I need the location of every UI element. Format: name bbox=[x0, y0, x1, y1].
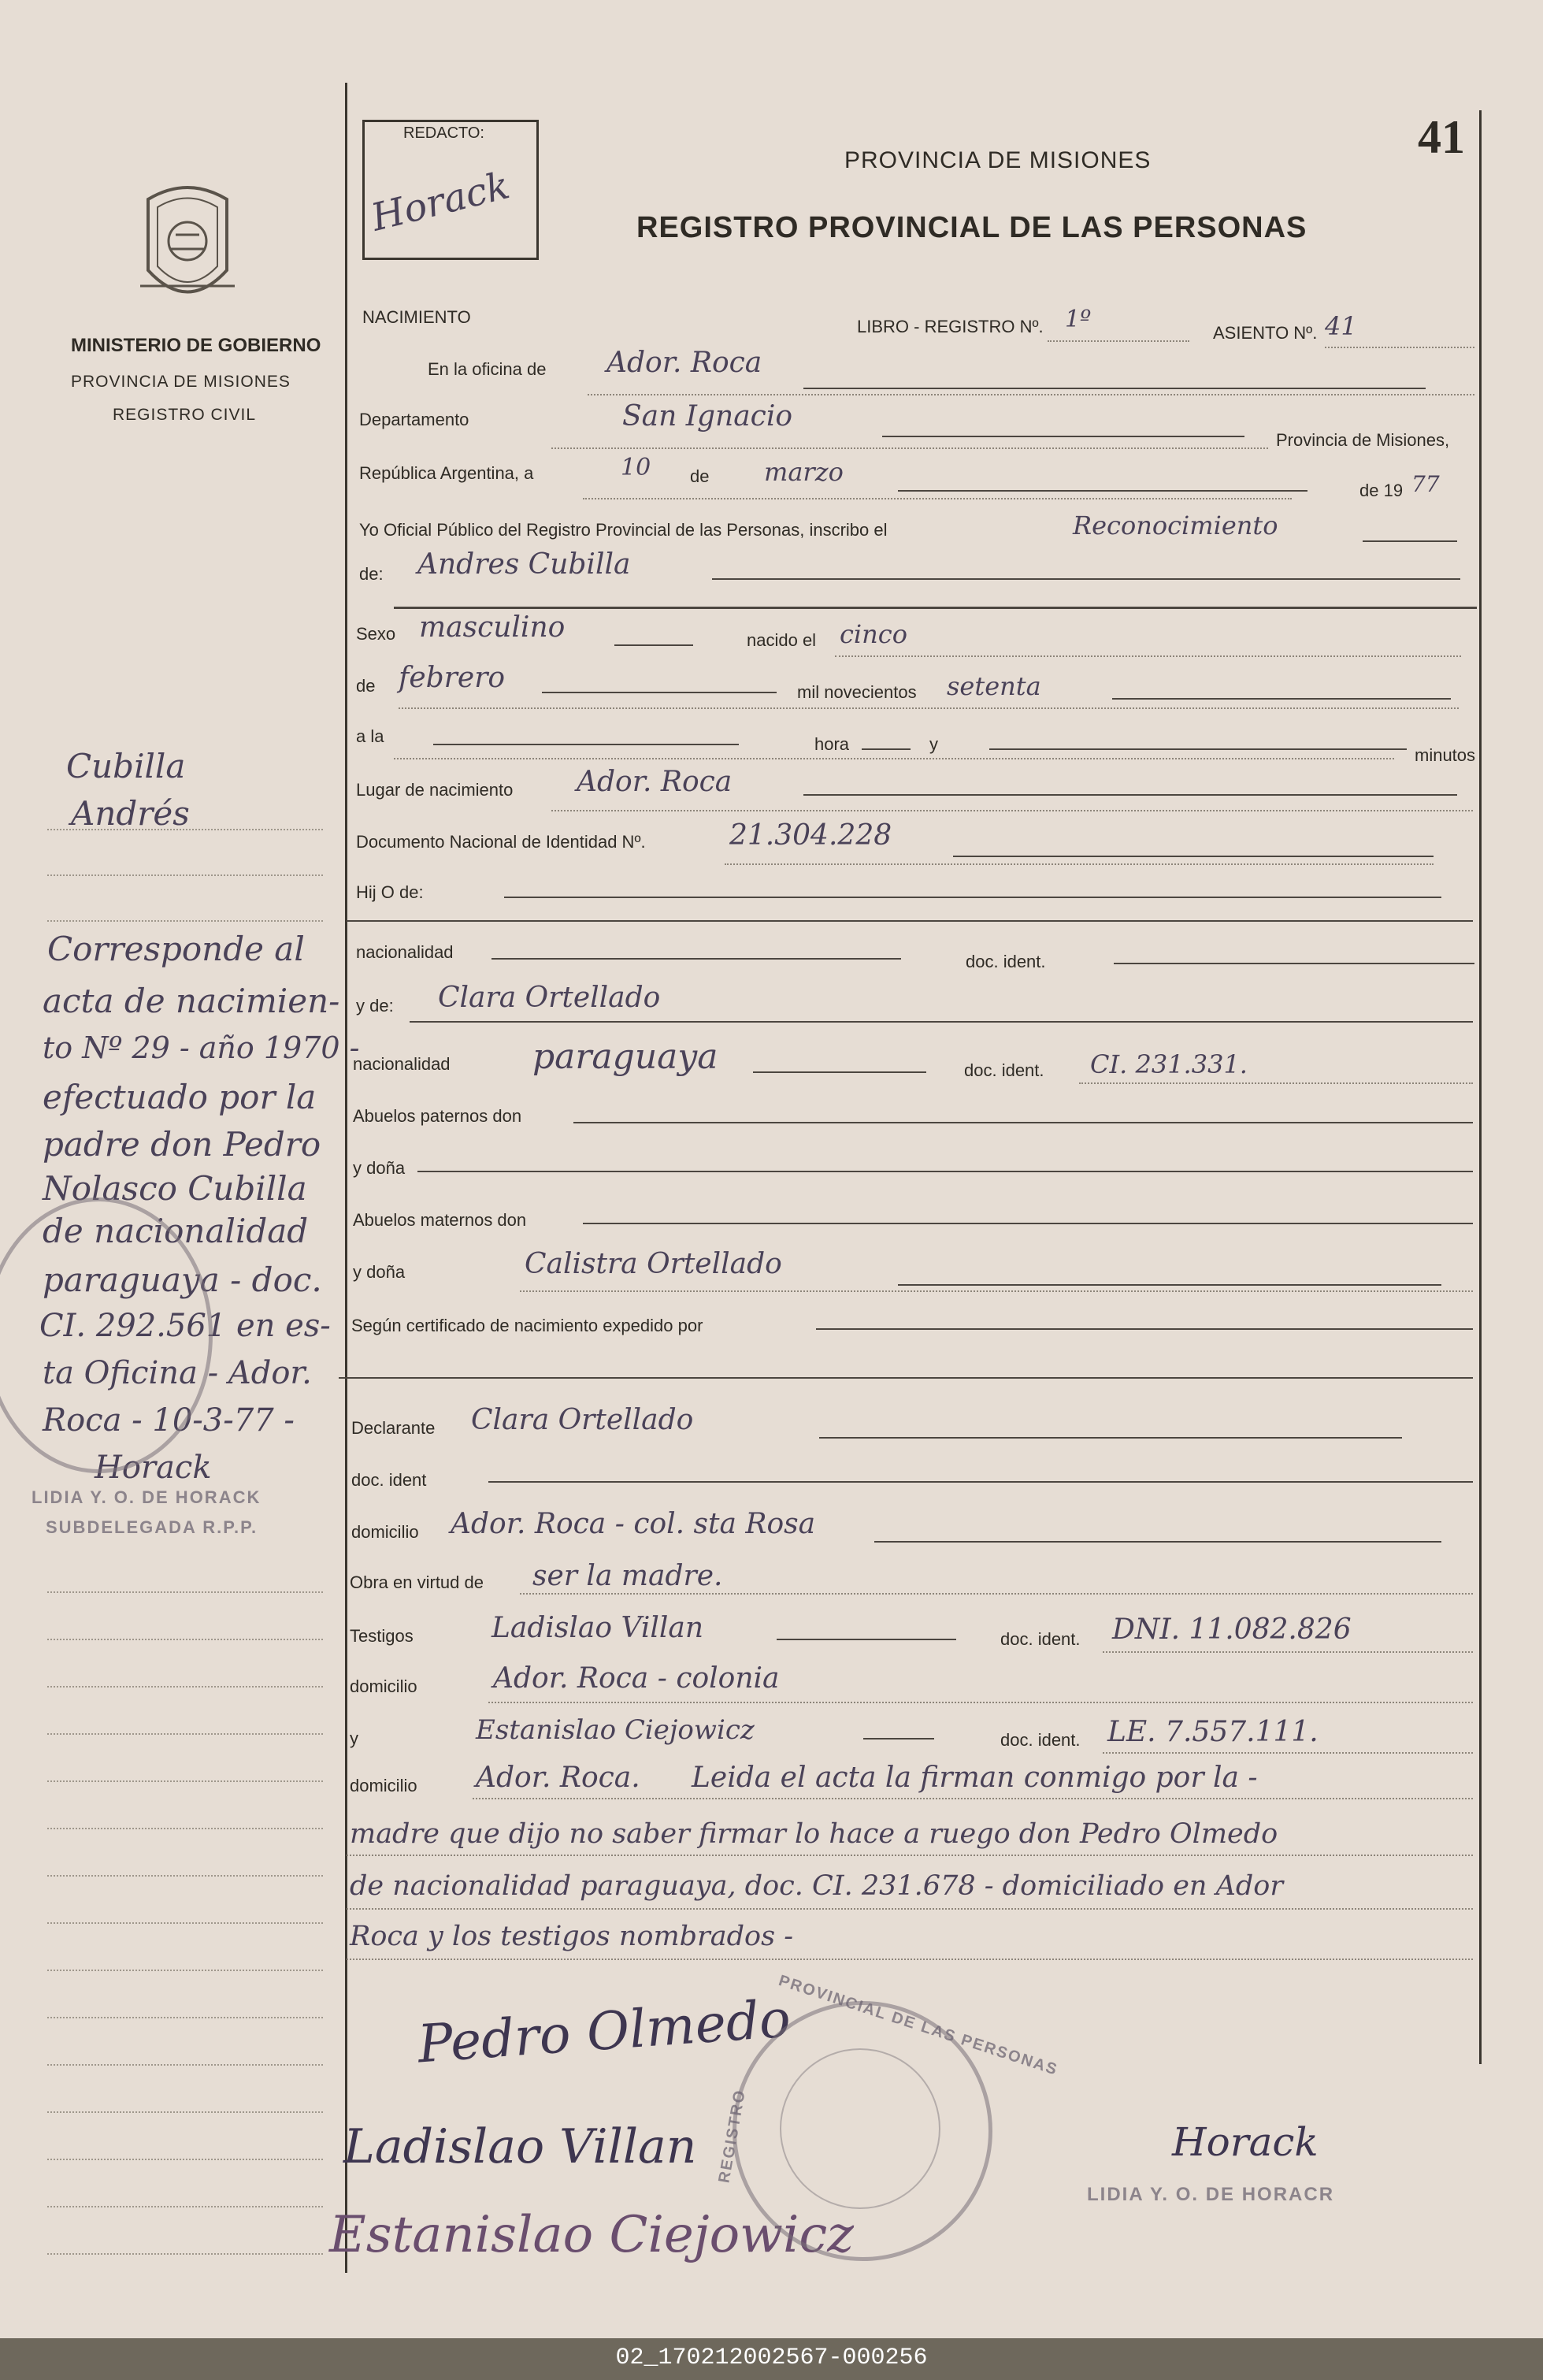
margin-line: acta de nacimien- bbox=[43, 982, 340, 1020]
row-line bbox=[753, 1071, 926, 1073]
row-line bbox=[816, 1328, 1473, 1330]
oficina-label: En la oficina de bbox=[428, 359, 547, 379]
margin-rule bbox=[47, 2064, 323, 2066]
abuela-materna-value: Calistra Ortellado bbox=[525, 1248, 782, 1280]
yde-label: y de: bbox=[356, 996, 394, 1015]
margin-rule bbox=[47, 2111, 323, 2113]
row-line bbox=[874, 1541, 1441, 1543]
domicilio2-label: domicilio bbox=[350, 1676, 417, 1696]
name-value: Andres Cubilla bbox=[417, 548, 631, 581]
testigo2-value: Estanislao Ciejowicz bbox=[476, 1714, 755, 1746]
inscribo-value: Reconocimiento bbox=[1073, 511, 1278, 540]
row-line bbox=[417, 1171, 1473, 1172]
republica-label: República Argentina, a bbox=[359, 463, 534, 483]
y-label: y bbox=[929, 734, 938, 754]
row-line bbox=[1114, 963, 1474, 964]
minutos-label: minutos bbox=[1415, 745, 1476, 765]
nacido-label: nacido el bbox=[747, 630, 817, 650]
margin-line: efectuado por la bbox=[43, 1078, 317, 1116]
row-line bbox=[898, 1284, 1441, 1286]
row-line bbox=[953, 856, 1434, 857]
ministry-office: REGISTRO CIVIL bbox=[113, 406, 257, 424]
year-prefix: de 19 bbox=[1359, 481, 1404, 500]
margin-line: Corresponde al bbox=[47, 930, 305, 968]
domicilio1-label: domicilio bbox=[351, 1522, 419, 1542]
province-heading: PROVINCIA DE MISIONES bbox=[844, 147, 1152, 173]
margin-rule bbox=[47, 2253, 323, 2255]
row-line bbox=[1103, 1752, 1473, 1754]
margin-rule bbox=[47, 1875, 323, 1877]
margin-line: CI. 292.561 en es- bbox=[39, 1308, 331, 1344]
row-line bbox=[835, 655, 1461, 657]
margin-given: Andrés bbox=[71, 794, 190, 833]
row-line bbox=[520, 1290, 1473, 1292]
dni-label: Documento Nacional de Identidad Nº. bbox=[356, 832, 646, 852]
row-line bbox=[588, 394, 1474, 395]
row-line bbox=[347, 1959, 1473, 1960]
closing-line-1: Leida el acta la firman conmigo por la - bbox=[692, 1762, 1258, 1794]
row-line bbox=[1079, 1082, 1473, 1084]
doc-ident2-label: doc. ident. bbox=[964, 1060, 1044, 1080]
domicilio2-value: Ador. Roca - colonia bbox=[493, 1662, 780, 1695]
row-line bbox=[394, 758, 1394, 759]
day-value: 10 bbox=[621, 454, 651, 481]
row-line bbox=[520, 1593, 1473, 1595]
margin-rule bbox=[47, 2159, 323, 2160]
declarante-value: Clara Ortellado bbox=[471, 1404, 694, 1436]
left-frame-line bbox=[345, 83, 347, 2273]
margin-surname: Cubilla bbox=[66, 747, 186, 785]
row-line bbox=[863, 1738, 934, 1740]
row-line bbox=[473, 1798, 1473, 1799]
madre-value: Clara Ortellado bbox=[438, 982, 661, 1014]
provincial-seal-icon bbox=[132, 180, 243, 314]
margin-stamp-title: SUBDELEGADA R.P.P. bbox=[46, 1517, 258, 1537]
row-line bbox=[433, 744, 739, 745]
margin-rule bbox=[47, 2017, 323, 2018]
row-line bbox=[410, 1021, 1473, 1023]
nacionalidad2-value: paraguaya bbox=[532, 1037, 718, 1077]
nac-year-value: setenta bbox=[947, 671, 1041, 701]
oficial-statement: Yo Oficial Público del Registro Provincial de las Personas, inscribo el bbox=[359, 520, 888, 540]
row-line bbox=[394, 607, 1477, 609]
asiento-value: 41 bbox=[1325, 311, 1357, 341]
row-line bbox=[725, 863, 1434, 865]
certificado-label: Según certificado de nacimiento expedido por bbox=[351, 1316, 703, 1335]
margin-rule bbox=[47, 1591, 323, 1593]
redacto-label: REDACTO: bbox=[403, 124, 484, 142]
nacido-value: cinco bbox=[840, 619, 907, 649]
de2-label: de bbox=[356, 676, 376, 696]
margin-line: de nacionalidad bbox=[43, 1212, 309, 1250]
nacionalidad2-label: nacionalidad bbox=[353, 1054, 451, 1074]
nacimiento-label: NACIMIENTO bbox=[362, 307, 471, 327]
margin-rule bbox=[47, 1828, 323, 1829]
margin-rule bbox=[47, 1922, 323, 1924]
domicilio3-label: domicilio bbox=[350, 1776, 417, 1795]
margin-line: Nolasco Cubilla bbox=[43, 1169, 307, 1208]
testigo1-doc: DNI. 11.082.826 bbox=[1112, 1613, 1352, 1646]
row-line bbox=[1325, 347, 1474, 348]
round-stamp-inner bbox=[780, 2048, 940, 2209]
row-line bbox=[551, 810, 1473, 811]
oficina-value: Ador. Roca bbox=[606, 347, 762, 379]
margin-stamp-name: LIDIA Y. O. DE HORACK bbox=[32, 1487, 261, 1507]
doc-ident3-label: doc. ident bbox=[351, 1470, 427, 1490]
hijo-label: Hij O de: bbox=[356, 882, 424, 902]
lugar-label: Lugar de nacimiento bbox=[356, 780, 514, 800]
row-line bbox=[347, 920, 1473, 922]
testigo1-value: Ladislao Villan bbox=[491, 1612, 704, 1644]
year-value: 77 bbox=[1411, 471, 1440, 497]
margin-rule bbox=[47, 874, 323, 876]
domicilio1-value: Ador. Roca - col. sta Rosa bbox=[451, 1508, 816, 1540]
signature-ladislao: Ladislao Villan bbox=[343, 2119, 697, 2174]
margin-rule bbox=[47, 920, 323, 922]
row-line bbox=[504, 897, 1441, 898]
right-frame-line bbox=[1479, 110, 1482, 2064]
libro-value: 1º bbox=[1065, 306, 1092, 333]
signature-estanislao: Estanislao Ciejowicz bbox=[329, 2206, 854, 2264]
round-stamp-side: REGISTRO bbox=[715, 2088, 750, 2185]
doc-ident4-label: doc. ident. bbox=[1000, 1629, 1081, 1649]
row-line bbox=[347, 1908, 1473, 1910]
nac-month-value: febrero bbox=[399, 662, 506, 694]
redacto-signature: Horack bbox=[366, 163, 514, 240]
row-line bbox=[803, 794, 1457, 796]
ala-label: a la bbox=[356, 726, 384, 746]
row-line bbox=[1048, 340, 1189, 342]
image-id-caption: 02_170212002567-000256 bbox=[615, 2345, 928, 2371]
row-line bbox=[347, 1855, 1473, 1856]
signature-pedro: Pedro Olmedo bbox=[415, 1988, 792, 2075]
margin-line: padre don Pedro bbox=[43, 1125, 321, 1164]
row-line bbox=[491, 958, 901, 960]
ydona1-label: y doña bbox=[353, 1158, 406, 1178]
row-line bbox=[583, 1223, 1473, 1224]
row-line bbox=[488, 1481, 1473, 1483]
row-line bbox=[898, 490, 1307, 492]
obra-value: ser la madre. bbox=[532, 1560, 723, 1592]
dni-value: 21.304.228 bbox=[729, 819, 892, 852]
round-stamp-text: PROVINCIAL DE LAS PERSONAS bbox=[776, 1972, 1061, 2079]
closing-line-2: madre que dijo no saber firmar lo hace a ruego don Pedro Olmedo bbox=[350, 1818, 1278, 1850]
provincia-suffix: Provincia de Misiones, bbox=[1276, 430, 1450, 450]
row-line bbox=[1103, 1651, 1473, 1653]
de-label: de bbox=[690, 466, 710, 486]
row-line bbox=[777, 1639, 956, 1640]
ministry-province: PROVINCIA DE MISIONES bbox=[71, 373, 291, 391]
row-line bbox=[803, 388, 1426, 389]
abuelos-paternos-label: Abuelos paternos don bbox=[353, 1106, 522, 1126]
signature-official: Horack bbox=[1172, 2119, 1319, 2165]
doc-ident2-value: CI. 231.331. bbox=[1090, 1049, 1248, 1079]
margin-rule bbox=[47, 1733, 323, 1735]
sexo-value: masculino bbox=[419, 611, 566, 644]
domicilio3-value: Ador. Roca. bbox=[476, 1762, 640, 1794]
y2-label: y bbox=[350, 1728, 358, 1748]
margin-line: Roca - 10-3-77 - bbox=[43, 1402, 295, 1439]
margin-line: to Nº 29 - año 1970 - bbox=[43, 1030, 360, 1065]
page-number: 41 bbox=[1418, 111, 1465, 163]
testigo2-doc: LE. 7.557.111. bbox=[1107, 1716, 1319, 1748]
row-line bbox=[399, 707, 1459, 709]
closing-line-4: Roca y los testigos nombrados - bbox=[350, 1921, 794, 1952]
row-line bbox=[819, 1437, 1402, 1439]
doc-ident5-label: doc. ident. bbox=[1000, 1730, 1081, 1750]
margin-rule bbox=[47, 829, 323, 830]
closing-line-3: de nacionalidad paraguaya, doc. CI. 231.678 - domiciliado en Ador bbox=[350, 1870, 1284, 1902]
mil-label: mil novecientos bbox=[797, 682, 917, 702]
margin-rule bbox=[47, 1970, 323, 1971]
lugar-value: Ador. Roca bbox=[577, 766, 733, 798]
obra-label: Obra en virtud de bbox=[350, 1572, 484, 1592]
row-line bbox=[339, 1377, 1473, 1379]
ministry-title: MINISTERIO DE GOBIERNO bbox=[71, 335, 321, 356]
nacionalidad-label: nacionalidad bbox=[356, 942, 454, 962]
doc-ident-label: doc. ident. bbox=[966, 952, 1046, 971]
row-line bbox=[989, 748, 1407, 750]
row-line bbox=[712, 578, 1460, 580]
margin-line: paraguaya - doc. bbox=[43, 1261, 322, 1299]
abuelos-maternos-label: Abuelos maternos don bbox=[353, 1210, 527, 1230]
row-line bbox=[614, 644, 693, 646]
declarante-label: Declarante bbox=[351, 1418, 436, 1438]
registry-title: REGISTRO PROVINCIAL DE LAS PERSONAS bbox=[636, 211, 1307, 244]
row-line bbox=[542, 692, 777, 693]
margin-rule bbox=[47, 1639, 323, 1640]
month-value: marzo bbox=[764, 457, 844, 487]
row-line bbox=[488, 1702, 1473, 1703]
row-line bbox=[573, 1122, 1473, 1123]
hora-label: hora bbox=[814, 734, 850, 754]
row-line bbox=[882, 436, 1244, 437]
official-stamp: LIDIA Y. O. DE HORACR bbox=[1087, 2184, 1335, 2205]
margin-line: ta Oficina - Ador. bbox=[43, 1355, 312, 1391]
row-line bbox=[583, 498, 1292, 499]
asiento-label: ASIENTO Nº. bbox=[1213, 323, 1318, 343]
libro-label: LIBRO - REGISTRO Nº. bbox=[857, 317, 1044, 336]
ydona2-label: y doña bbox=[353, 1262, 406, 1282]
margin-rule bbox=[47, 1686, 323, 1688]
sexo-label: Sexo bbox=[356, 624, 396, 644]
row-line bbox=[551, 447, 1268, 449]
margin-rule bbox=[47, 2206, 323, 2207]
row-line bbox=[1363, 540, 1457, 542]
departamento-value: San Ignacio bbox=[622, 400, 793, 433]
departamento-label: Departamento bbox=[359, 410, 469, 429]
de-colon-label: de: bbox=[359, 564, 384, 584]
testigos-label: Testigos bbox=[350, 1626, 414, 1646]
margin-signature: Horack bbox=[95, 1450, 212, 1486]
margin-rule bbox=[47, 1780, 323, 1782]
row-line bbox=[1112, 698, 1451, 700]
row-line bbox=[862, 748, 911, 750]
